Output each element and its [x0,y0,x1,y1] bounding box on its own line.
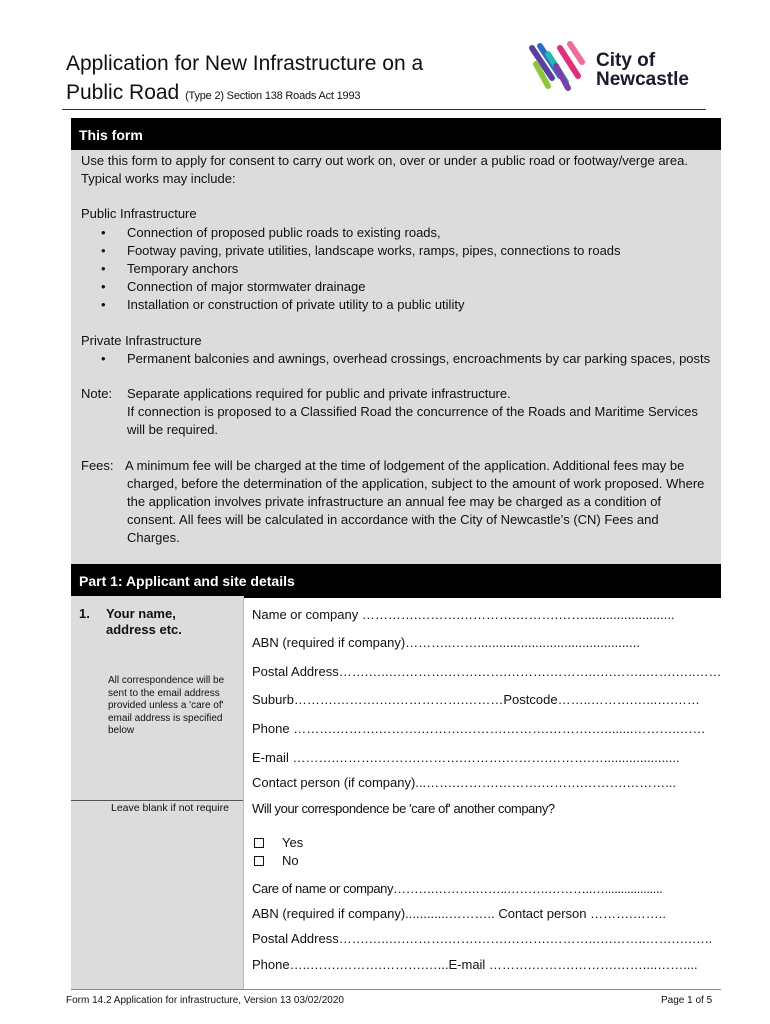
phone-field[interactable]: Phone ……….……….……….……….……….……….……….…........………..…… [252,721,706,736]
suburb-postcode-field[interactable]: Suburb……….……….….…………….………Postcode……..……….…...….…… [252,692,700,707]
private-infrastructure-heading: Private Infrastructure [81,332,202,348]
fees-text: A minimum fee will be charged at the time of lodgement of the application. Additional fees may be charged, before the determination of the application, subject to the amount of work proposed. Where the application involves private infrastructure an annual fee may be charged as a condition of consent. All fees will be calculated in accordance with the City of Newcastle’s (CN) Fees and Charges. [125,457,705,546]
city-logo-icon [526,40,588,92]
note-block [81,385,711,440]
care-of-name-field[interactable]: Care of name or company……….……….……..……….………..….................. [252,881,663,896]
form-title: Application for New Infrastructure on a [66,52,424,75]
list-item: • Connection of major stormwater drainage [81,278,711,296]
no-checkbox[interactable] [254,856,264,866]
table-bottom-border [71,989,721,990]
list-item: • Permanent balconies and awnings, overhead crossings, encroachments by car parking spaces, posts [81,350,711,368]
column-divider [243,596,244,989]
list-item: • Connection of proposed public roads to existing roads, [81,224,711,242]
care-of-postal-field[interactable]: Postal Address…….…..….……….…….…….……….………..….……..…….….….. [252,931,713,946]
question-number: 1. [79,606,90,621]
care-of-question: Will your correspondence be 'care of' another company? [252,801,555,816]
row-divider [71,800,243,801]
intro-text: Use this form to apply for consent to carry out work on, over or under a public road or footway/verge area. Typical works may include: [81,153,688,187]
page-number: Page 1 of 5 [661,995,713,1006]
this-form-panel [71,150,721,564]
section-heading-this-form: This form [71,118,721,152]
list-item: • Temporary anchors [81,260,711,278]
section-heading-part1: Part 1: Applicant and site details [71,564,721,598]
list-item: • Footway paving, private utilities, landscape works, ramps, pipes, connections to roads [81,242,711,260]
abn-field[interactable]: ABN (required if company)………..……............................................. [252,635,640,650]
contact-person-field[interactable]: Contact person (if company)...…….……….……….……….……….………... [252,775,677,790]
yes-label: Yes [282,835,304,850]
question-title [106,606,182,638]
care-of-abn-contact-field[interactable]: ABN (required if company)............……….. Contact person ……….…….. [252,906,666,921]
leave-blank-note: Leave blank if not require [111,802,229,814]
note-line: If connection is proposed to a Classified Road the concurrence of the Roads and Maritime Services will be required. [127,404,698,438]
logo-wordmark [596,51,689,89]
form-title-main: Public Road [66,81,180,104]
logo-text-line2: Newcastle [596,69,689,90]
email-field[interactable]: E-mail ……….……….……….……….……….……….……….…..................... [252,750,680,765]
postal-address-field[interactable]: Postal Address…….…..….……….…….…….……….………..….……..…….…..…… [252,664,722,679]
no-label: No [282,853,299,868]
list-item: • Installation or construction of private utility to a public utility [81,296,711,314]
form-title-subtitle: (Type 2) Section 138 Roads Act 1993 [185,90,361,102]
note-label: Note: [81,386,113,402]
care-of-phone-email-field[interactable]: Phone…..…….……….……….…...E-mail ……….……….……….……....…….... [252,957,698,972]
name-field[interactable]: Name or company ………….……….………….……….……......................... [252,607,675,622]
question-title-line: Your name, [106,606,176,621]
fees-block [81,457,711,548]
form-title-line2 [66,81,360,105]
yes-checkbox[interactable] [254,838,264,848]
question-label-column [71,596,243,989]
fees-label: Fees: [81,457,114,473]
public-infrastructure-heading: Public Infrastructure [81,206,197,222]
note-line: Separate applications required for public and private infrastructure. [127,386,511,402]
footer-form-name: Form 14.2 Application for infrastructure, Version 13 03/02/2020 [66,995,344,1006]
correspondence-note: All correspondence will be sent to the email address provided unless a 'care of' email address is specified below [108,675,225,736]
question-title-line: address etc. [106,622,182,637]
logo-text-line1: City of [596,50,656,71]
title-divider [62,109,706,110]
